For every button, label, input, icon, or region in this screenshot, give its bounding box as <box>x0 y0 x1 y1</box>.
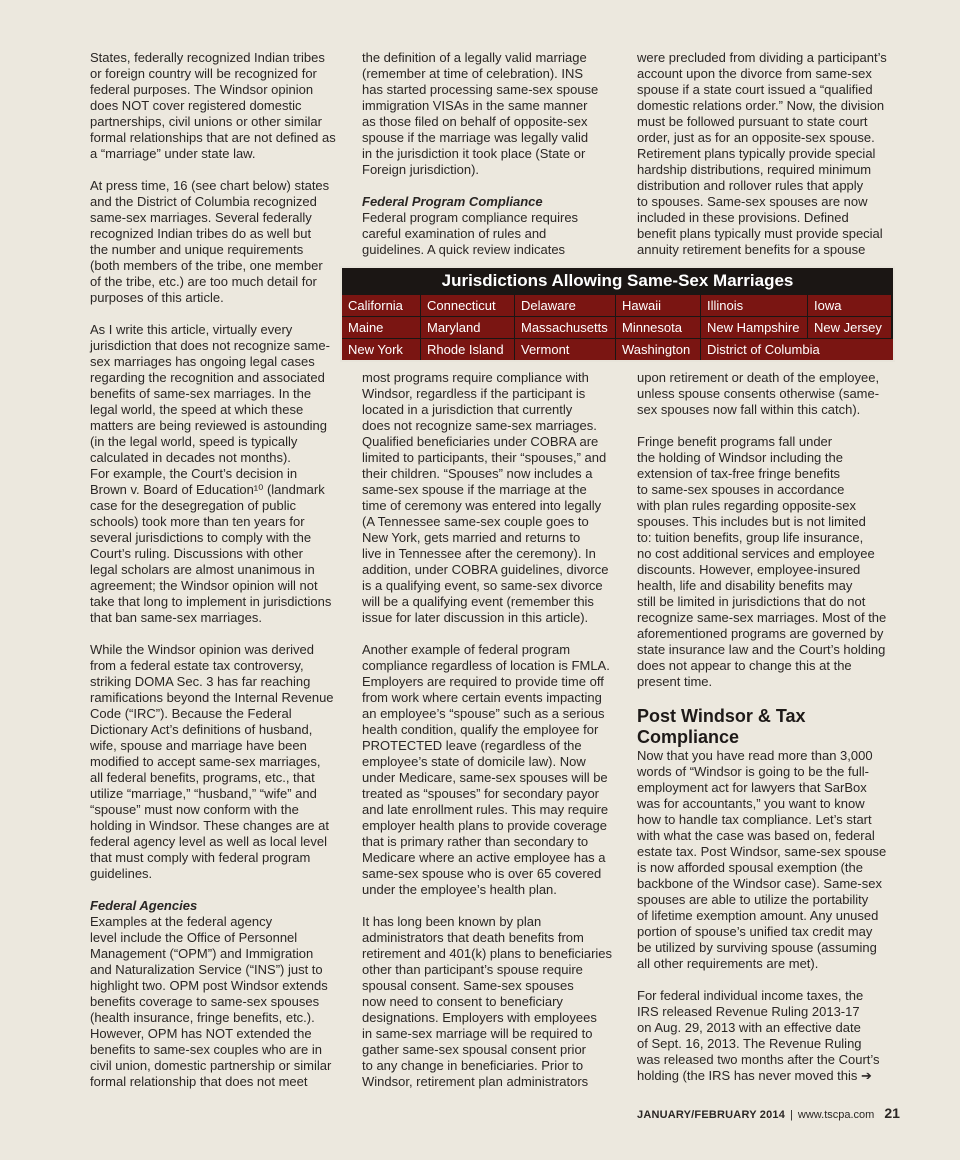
table-cell: Iowa <box>808 295 891 316</box>
table-cell: California <box>342 295 420 316</box>
footer-separator: | <box>790 1109 793 1121</box>
paragraph: Fringe benefit programs fall under the holding of Windsor including the extension of tax-free fringe benefits to same-sex spouses in accordance with plan rules regarding opposite-sex spouses. This includes but is not limited to: tuition benefits, group life insurance, no cost additional services and employee discounts. However, employee-insured health, life and disability benefits may still be limited in jurisdictions that do not recognize same-sex marriages. Most of the aforementioned programs are governed by state insurance law and the Court’s holding does not appear to change this at the present time. <box>637 434 887 689</box>
paragraph: Now that you have read more than 3,000 words of “Windsor is going to be the full- employment act for lawyers that SarBox was for accountants,” you want to know how to handle tax compliance. Let’s start with what the case was based on, federal estate tax. Post Windsor, same-sex spouse is now afforded spousal exemption (the backbone of the Windsor case). Same-sex spouses are able to utilize the portability of lifetime exemption amount. Any unused portion of spouse’s unified tax credit may be utilized by surviving spouse (assuming all other requirements are met). <box>637 748 887 971</box>
table-cell: Massachusetts <box>515 317 615 338</box>
subheading-federal-program-compliance: Federal Program Compliance <box>362 194 543 209</box>
table-cell: Washington <box>616 339 700 360</box>
paragraph: As I write this article, virtually every jurisdiction that does not recognize same- sex marriages has ongoing legal cases regarding the recognition and associated benefits of same-sex marriages. In the legal world, the speed at which these matters are being reviewed is astounding (in the legal world, speed is typically calculated in decades not months). For example, the Court’s decision in Brown v. Board of Education¹⁰ (landmark case for the desegregation of public schools) took more than ten years for several jurisdictions to comply with the Court’s ruling. Discussions with other legal scholars are almost unanimous in agreement; the Windsor opinion will not take that long to implement in jurisdictions that ban same-sex marriages. <box>90 322 332 625</box>
table-cell: Connecticut <box>421 295 514 316</box>
column-3-bottom <box>637 370 895 1084</box>
table-row <box>342 339 893 360</box>
paragraph: upon retirement or death of the employee, unless spouse consents otherwise (same- sex spouses now fall within this catch). <box>637 370 880 417</box>
table-cell: New York <box>342 339 420 360</box>
paragraph: While the Windsor opinion was derived from a federal estate tax controversy, striking DOMA Sec. 3 has far reaching ramifications beyond the Internal Revenue Code (“IRC”). Because the Federal Dictionary Act’s definitions of husband, wife, spouse and marriage have been modified to accept same-sex marriages, all federal benefits, programs, etc., that utilize “marriage,” “husband,” “wife” and “spouse” must now conform with the holding in Windsor. These changes are at federal agency level as well as local level that must comply with federal program guidelines. <box>90 642 334 881</box>
section-heading-post-windsor: Post Windsor & Tax Compliance <box>637 706 806 747</box>
table-cell: New Jersey <box>808 317 891 338</box>
paragraph: most programs require compliance with Windsor, regardless if the participant is located in a jurisdiction that currently does not recognize same-sex marriages. Qualified beneficiaries under COBRA are limited to participants, their “spouses,” and their children. “Spouses” now includes a same-sex spouse if the marriage at the time of ceremony was entered into legally (A Tennessee same-sex couple goes to New York, gets married and returns to live in Tennessee after the ceremony). In addition, under COBRA guidelines, divorce is a qualifying event, so same-sex divorce will be a qualifying event (remember this issue for later discussion in this article). <box>362 370 609 625</box>
page-footer <box>637 1103 900 1125</box>
website-link[interactable]: www.tscpa.com <box>797 1109 875 1121</box>
column-3-top <box>637 50 895 258</box>
table-row <box>342 317 893 338</box>
paragraph: were precluded from dividing a participant’s account upon the divorce from same-sex spouse if a state court issued a “qualified domestic relations order.” Now, the division must be followed pursuant to state court order, just as for an opposite-sex spouse. Retirement plans typically provide special hardship distributions, required minimum distribution and rollover rules that apply to spouses. Same-sex spouses are now included in these provisions. Defined benefit plans typically must provide special annuity retirement benefits for a spouse <box>637 50 887 257</box>
column-2-top <box>362 50 618 258</box>
table-cell: Vermont <box>515 339 615 360</box>
table-row <box>342 295 893 316</box>
table-cell: Delaware <box>515 295 615 316</box>
paragraph: At press time, 16 (see chart below) states and the District of Columbia recognized same-sex marriages. Several federally recognized Indian tribes do as well but the number and unique requirements (both members of the tribe, one member of the tribe, etc.) are too much detail for purposes of this article. <box>90 178 330 305</box>
table-cell: Rhode Island <box>421 339 514 360</box>
paragraph: States, federally recognized Indian tribes or foreign country will be recognized for federal purposes. The Windsor opinion does NOT cover registered domestic partnerships, civil unions or other similar formal relationships that are not defined as a “marriage” under state law. <box>90 50 336 161</box>
paragraph: It has long been known by plan administrators that death benefits from retirement and 401(k) plans to beneficiaries other than participant’s spouse require spousal consent. Same-sex spouses now need to consent to beneficiary designations. Employers with employees in same-sex marriage will be required to gather same-sex spousal consent prior to any change in beneficiaries. Prior to Windsor, retirement plan administrators <box>362 914 613 1089</box>
table-title: Jurisdictions Allowing Same-Sex Marriages <box>441 271 794 290</box>
table-cell: Illinois <box>701 295 807 316</box>
paragraph: the definition of a legally valid marriage (remember at time of celebration). INS has started processing same-sex spouse immigration VISAs in the same manner as those filed on behalf of opposite-sex spouse if the marriage was legally valid in the jurisdiction it took place (State or Foreign jurisdiction). <box>362 50 599 177</box>
paragraph: Examples at the federal agency level include the Office of Personnel Management (“OPM”) and Immigration and Naturalization Service (“INS”) just to highlight two. OPM post Windsor extends benefits coverage to same-sex spouses (health insurance, fringe benefits, etc.). However, OPM has NOT extended the benefits to same-sex couples who are in civil union, domestic partnership or similar formal relationship that does not meet <box>90 914 332 1089</box>
paragraph: Federal program compliance requires careful examination of rules and guidelines. A quick review indicates <box>362 210 579 257</box>
jurisdictions-table <box>342 268 893 360</box>
column-2-bottom <box>362 370 618 1090</box>
paragraph: Another example of federal program compliance regardless of location is FMLA. Employers are required to provide time off from work where certain events impacting an employee’s “spouse” such as a serious health condition, qualify the employee for PROTECTED leave (regardless of the employee’s state of domicile law). Now under Medicare, same-sex spouses will be treated as “spouses” for secondary payor and late enrollment rules. This may require employer health plans to provide coverage that is primary rather than secondary to Medicare where an active employee has a same-sex spouse who is over 65 covered under the employee’s health plan. <box>362 642 610 897</box>
subheading-federal-agencies: Federal Agencies <box>90 898 198 913</box>
table-cell: Maine <box>342 317 420 338</box>
table-cell: Hawaii <box>616 295 700 316</box>
issue-date: JANUARY/FEBRUARY 2014 <box>637 1109 786 1121</box>
page-number: 21 <box>884 1105 900 1121</box>
table-cell: District of Columbia <box>701 339 893 360</box>
table-cell: Maryland <box>421 317 514 338</box>
table-cell: New Hampshire <box>701 317 807 338</box>
table-cell: Minnesota <box>616 317 700 338</box>
paragraph: For federal individual income taxes, the IRS released Revenue Ruling 2013-17 on Aug. 29, 2013 with an effective date of Sept. 16, 2013. The Revenue Ruling was released two months after the Court’s holding (the IRS has never moved this ➔ <box>637 988 880 1083</box>
column-1 <box>90 50 345 1090</box>
